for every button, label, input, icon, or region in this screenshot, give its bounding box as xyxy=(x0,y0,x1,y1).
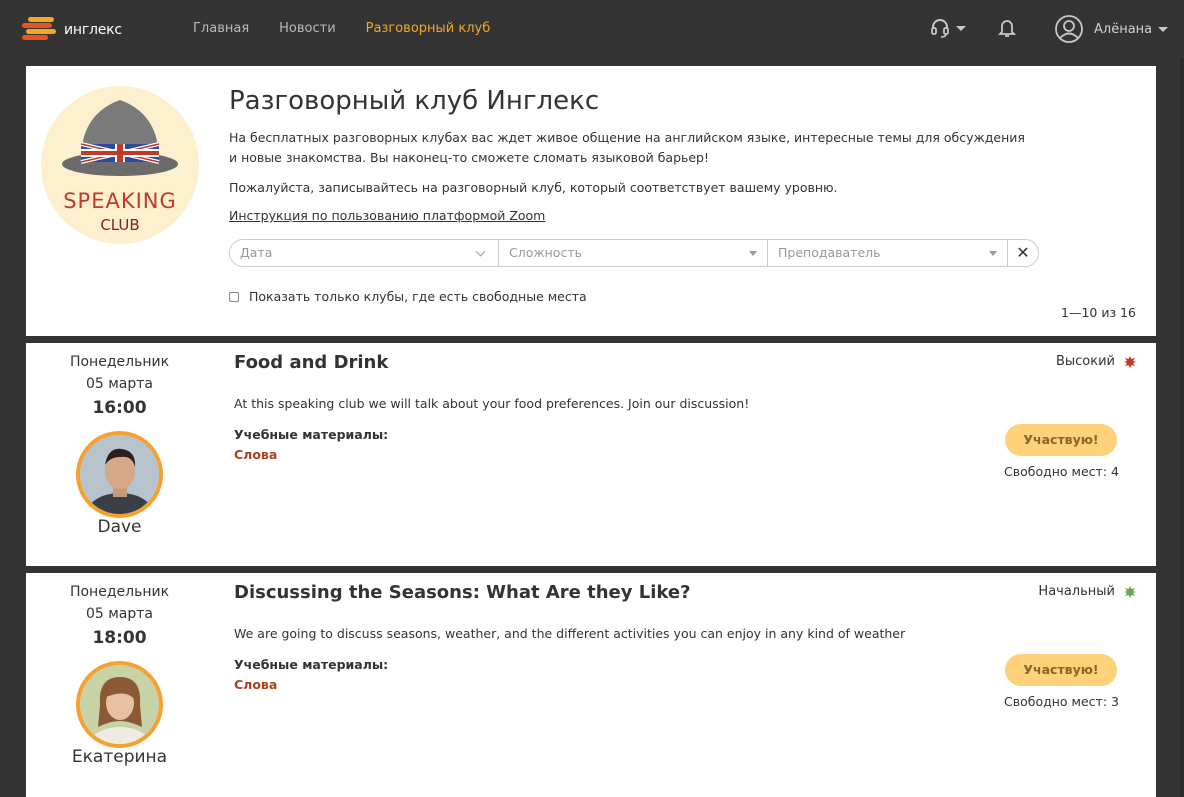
club-level-label: Начальный xyxy=(1038,584,1115,599)
club-card xyxy=(26,573,1156,797)
chevron-down-icon xyxy=(476,247,486,257)
club-level xyxy=(1038,584,1136,599)
page-scrollbar[interactable] xyxy=(1180,58,1184,797)
club-day: Понедельник xyxy=(69,584,170,600)
intro-note: Пожалуйста, записывайтесь на разговорный клуб, который соответствует вашему уровню. xyxy=(229,180,838,195)
page-title: Разговорный клуб Инглекс xyxy=(229,86,600,116)
teacher-photo-icon xyxy=(80,665,159,744)
main-nav xyxy=(193,21,520,36)
intro-card xyxy=(26,66,1156,336)
club-level-label: Высокий xyxy=(1055,354,1115,369)
support-menu[interactable] xyxy=(930,18,966,38)
free-seats-count: Свободно мест: 4 xyxy=(1004,464,1119,479)
dropdown-arrow-icon xyxy=(989,251,997,256)
speaking-club-logo xyxy=(41,86,199,244)
logo-text-speaking: SPEAKING xyxy=(63,189,177,213)
club-date: 05 марта xyxy=(85,376,154,392)
free-seats-label: Показать только клубы, где есть свободные места xyxy=(249,289,587,304)
teacher-name[interactable]: Dave xyxy=(97,517,142,537)
join-button[interactable]: Участвую! xyxy=(1005,654,1117,686)
free-seats-checkbox[interactable] xyxy=(229,292,239,302)
level-badge-icon xyxy=(1124,356,1136,368)
teacher-filter[interactable] xyxy=(768,240,1008,266)
club-description: We are going to discuss seasons, weather, and the different activities you can enjoy in any kind of weather xyxy=(234,626,906,641)
intro-description: На бесплатных разговорных клубах вас ждет живое общение на английском языке, интересные темы для обсуждения и новые знакомства. Вы наконец-то сможете сломать языковой барьер! xyxy=(229,130,1025,165)
club-date: 05 марта xyxy=(85,606,154,622)
clear-filters-button[interactable] xyxy=(1008,240,1038,266)
teacher-avatar[interactable] xyxy=(76,431,163,518)
logo-mark-icon xyxy=(22,15,60,45)
pagination-info: 1—10 из 16 xyxy=(1061,305,1136,320)
date-filter-placeholder: Дата xyxy=(240,245,273,260)
zoom-instruction-link[interactable]: Инструкция по пользованию платформой Zoom xyxy=(229,208,546,223)
club-level xyxy=(1056,354,1136,369)
user-avatar-icon xyxy=(1054,14,1084,44)
club-title: Food and Drink xyxy=(234,352,389,373)
logo-text: инглекс xyxy=(64,22,122,38)
club-time: 16:00 xyxy=(92,398,147,418)
chevron-down-icon xyxy=(1158,27,1168,32)
materials-link[interactable]: Слова xyxy=(234,447,278,462)
nav-news[interactable]: Новости xyxy=(279,21,336,36)
materials-label: Учебные материалы: xyxy=(234,427,389,442)
dropdown-arrow-icon xyxy=(749,251,757,256)
club-description: At this speaking club we will talk about your food preferences. Join our discussion! xyxy=(234,396,750,411)
teacher-name[interactable]: Екатерина xyxy=(71,747,168,767)
club-day: Понедельник xyxy=(69,354,170,370)
teacher-photo-icon xyxy=(80,435,159,514)
join-button[interactable]: Участвую! xyxy=(1005,424,1117,456)
free-seats-count: Свободно мест: 3 xyxy=(1004,694,1119,709)
user-menu[interactable] xyxy=(1054,14,1168,44)
logo[interactable] xyxy=(22,15,122,45)
filter-bar xyxy=(229,239,1039,267)
notifications-button[interactable] xyxy=(998,18,1016,42)
headset-icon xyxy=(930,18,950,38)
club-time: 18:00 xyxy=(92,628,147,648)
top-bar xyxy=(0,0,1184,58)
difficulty-filter-placeholder: Сложность xyxy=(509,245,582,260)
club-title: Discussing the Seasons: What Are they Like? xyxy=(234,582,691,603)
level-badge-icon xyxy=(1124,586,1136,598)
teacher-avatar[interactable] xyxy=(76,661,163,748)
nav-speaking-club[interactable]: Разговорный клуб xyxy=(365,21,491,36)
date-filter[interactable] xyxy=(230,240,499,266)
close-icon: ✕ xyxy=(1016,243,1030,262)
chevron-down-icon xyxy=(956,26,966,31)
user-name: Алёнана xyxy=(1094,21,1153,37)
difficulty-filter[interactable] xyxy=(499,240,768,266)
logo-text-club: CLUB xyxy=(100,216,140,234)
nav-home[interactable]: Главная xyxy=(193,21,250,36)
free-seats-checkbox-row[interactable] xyxy=(229,289,587,304)
teacher-filter-placeholder: Преподаватель xyxy=(778,245,881,260)
club-card xyxy=(26,343,1156,566)
bell-icon xyxy=(998,18,1016,38)
materials-link[interactable]: Слова xyxy=(234,677,278,692)
materials-label: Учебные материалы: xyxy=(234,657,389,672)
